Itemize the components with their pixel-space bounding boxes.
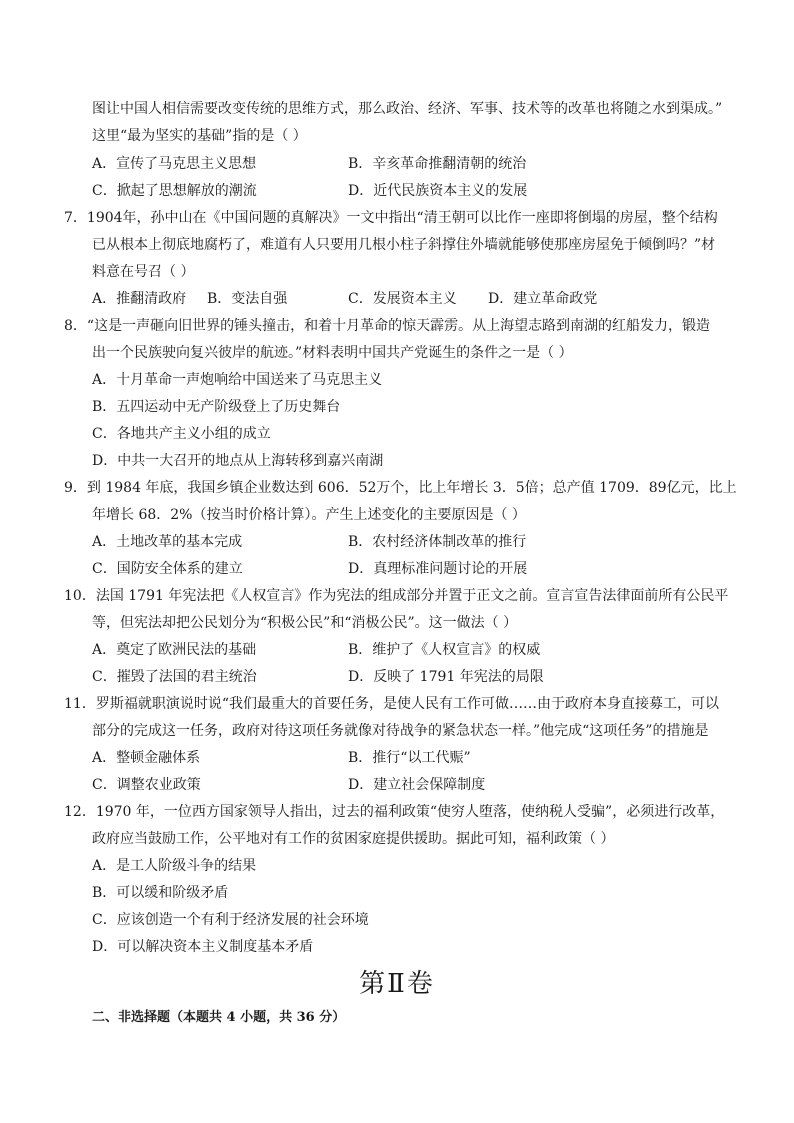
q11-line-1: 11．罗斯福就职演说时说“我们最重大的首要任务，是使人民有工作可做……由于政府本身直接募工，可以 [64, 696, 719, 712]
q8-option-a: A．十月革命一声炮响给中国送来了马克思主义 [92, 372, 383, 388]
q10-option-b: B．维护了《人权宣言》的权威 [348, 642, 541, 658]
q9-line-1: 9．到 1984 年底，我国乡镇企业数达到 606．52万个，比上年增长 3．5倍；总产值 1709．89亿元，比上 [64, 480, 737, 496]
q10-option-c: C．摧毁了法国的君主统治 [92, 669, 257, 685]
q10-option-d: D．反映了 1791 年宪法的局限 [348, 669, 544, 685]
q6-option-a: A．宣传了马克思主义思想 [92, 156, 257, 172]
q7-option-b: B．变法自强 [207, 291, 288, 307]
q12-option-d: D．可以解决资本主义制度基本矛盾 [92, 939, 314, 955]
q12-line-2: 政府应当鼓励工作，公平地对有工作的贫困家庭提供援助。据此可知，福利政策（ ） [92, 831, 615, 847]
q6-option-d: D．近代民族资本主义的发展 [348, 183, 528, 199]
q8-line-1: 8．“这是一声砸向旧世界的锤头撞击，和着十月革命的惊天霹雳。从上海望志路到南湖的红船发力，锻造 [64, 318, 711, 334]
q10-line-1: 10．法国 1791 年宪法把《人权宣言》作为宪法的组成部分并置于正文之前。宣言宣告法律面前所有公民平 [64, 588, 729, 604]
q7-option-c: C．发展资本主义 [348, 291, 457, 307]
q8-option-c: C．各地共产主义小组的成立 [92, 426, 271, 442]
q11-line-2: 部分的完成这一任务，政府对待这项任务就像对待战争的紧急状态一样。”他完成“这项任务”的措施是 [92, 723, 709, 739]
q9-line-2: 年增长 68．2%（按当时价格计算）。产生上述变化的主要原因是（ ） [92, 507, 526, 523]
q8-option-d: D．中共一大召开的地点从上海转移到嘉兴南湖 [92, 453, 384, 469]
q12-option-a: A．是工人阶级斗争的结果 [92, 858, 257, 874]
q11-option-a: A．整顿金融体系 [92, 750, 201, 766]
q12-option-b: B．可以缓和阶级矛盾 [92, 885, 229, 901]
q11-option-c: C．调整农业政策 [92, 777, 201, 793]
part-2-heading: 第Ⅱ卷 [359, 969, 435, 999]
q9-option-a: A．土地改革的基本完成 [92, 534, 243, 550]
q7-line-3: 料意在号召（ ） [92, 264, 195, 280]
q6-line-2: 这里“最为坚实的基础”指的是（ ） [92, 128, 307, 144]
q8-line-2: 出一个民族驶向复兴彼岸的航迹。”材料表明中国共产党诞生的条件之一是（ ） [92, 345, 573, 361]
q12-line-1: 12．1970 年，一位西方国家领导人指出，过去的福利政策“使穷人堕落，使纳税人受骗”，必须进行改革， [64, 804, 725, 820]
q7-line-1: 7．1904年，孙中山在《中国问题的真解决》一文中指出“清王朝可以比作一座即将倒塌的房屋，整个结构 [64, 210, 718, 226]
q9-option-d: D．真理标准问题讨论的开展 [348, 561, 528, 577]
q11-option-d: D．建立社会保障制度 [348, 777, 486, 793]
q10-line-2: 等，但宪法却把公民划分为“积极公民”和“消极公民”。这一做法（ ） [92, 615, 518, 631]
q7-option-a: A．推翻清政府 [92, 291, 187, 307]
q8-option-b: B．五四运动中无产阶级登上了历史舞台 [92, 399, 341, 415]
q6-option-c: C．掀起了思想解放的潮流 [92, 183, 257, 199]
q11-option-b: B．推行“以工代赈” [348, 750, 471, 766]
q6-option-b: B．辛亥革命推翻清朝的统治 [348, 156, 527, 172]
q7-option-d: D．建立革命政党 [488, 291, 598, 307]
q7-line-2: 已从根本上彻底地腐朽了，难道有人只要用几根小柱子斜撑住外墙就能够使那座房屋免于倾倒吗？”材 [92, 237, 716, 253]
q12-option-c: C．应该创造一个有利于经济发展的社会环境 [92, 912, 369, 928]
q6-line-1: 图让中国人相信需要改变传统的思维方式，那么政治、经济、军事、技术等的改革也将随之水到渠成。” [92, 101, 723, 117]
q10-option-a: A．奠定了欧洲民法的基础 [92, 642, 257, 658]
q9-option-b: B．农村经济体制改革的推行 [348, 534, 527, 550]
q9-option-c: C．国防安全体系的建立 [92, 561, 243, 577]
section-title: 二、非选择题（本题共 4 小题，共 36 分） [92, 1010, 346, 1025]
